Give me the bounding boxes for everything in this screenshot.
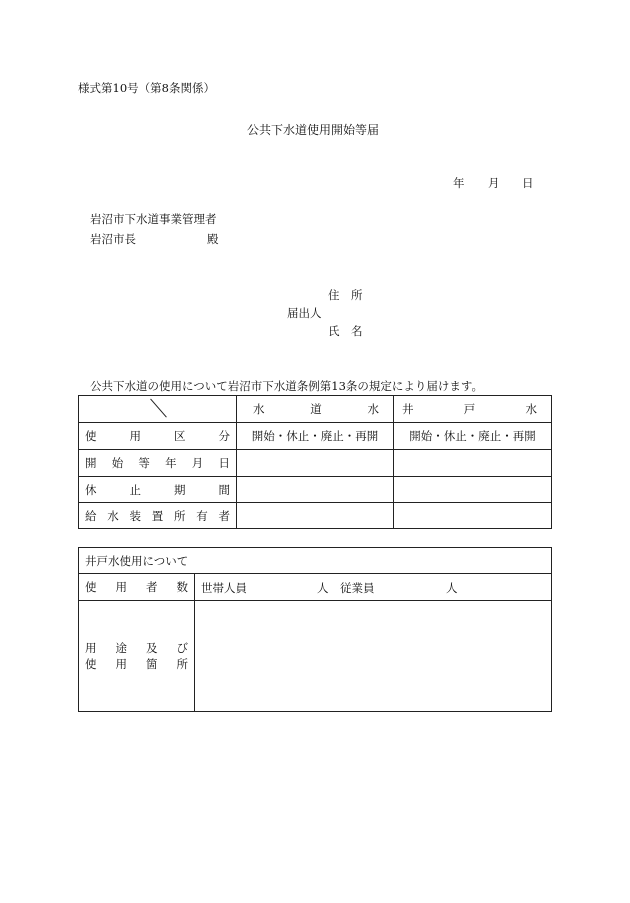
well-table-heading-row [79,548,552,574]
well-water-start-date-field[interactable] [394,450,552,477]
row-label: 開 始 等 年 月 日 [79,450,237,477]
form-title: 公共下水道使用開始等届 [247,123,380,137]
tap-water-owner-field[interactable] [237,503,394,529]
addressee-honorific: 殿 [207,232,219,246]
addressee-line1: 岩沼市下水道事業管理者 [90,212,217,226]
tap-water-suspension-field[interactable] [237,477,394,503]
main-table [78,395,552,529]
well-table-heading: 井戸水使用について [79,548,552,574]
users-count-field[interactable] [195,574,552,601]
household-unit: 人 [317,581,329,595]
main-table-header-row [79,396,552,423]
applicant-name-label: 氏 名 [328,324,363,338]
well-water-usage-options[interactable]: 開始・休止・廃止・再開 [394,423,552,450]
date-year-label: 年 [453,176,465,190]
row-label: 使 用 区 分 [79,423,237,450]
date-month-label: 月 [488,176,500,190]
purpose-field[interactable] [195,601,552,712]
household-label: 世帯人員 [201,581,247,595]
users-label: 使 用 者 数 [79,574,195,601]
row-suspension-period [79,477,552,503]
row-start-date [79,450,552,477]
applicant-role-label: 届出人 [287,306,322,320]
tap-water-usage-options[interactable]: 開始・休止・廃止・再開 [237,423,394,450]
addressee-line2: 岩沼市長 [90,232,136,246]
date-day-label: 日 [522,176,534,190]
applicant-address-label: 住 所 [328,288,363,302]
row-label: 給 水 装 置 所 有 者 [79,503,237,529]
tap-water-start-date-field[interactable] [237,450,394,477]
well-water-owner-field[interactable] [394,503,552,529]
form-number: 様式第10号（第8条関係） [78,81,215,95]
row-supply-owner [79,503,552,529]
header-tap-water: 水 道 水 [237,396,394,423]
diagonal-cell [79,396,237,423]
header-well-water: 井 戸 水 [394,396,552,423]
row-label: 休 止 期 間 [79,477,237,503]
employees-unit: 人 [446,581,458,595]
employees-label: 従業員 [340,581,375,595]
statement: 公共下水道の使用について岩沼市下水道条例第13条の規定により届けます。 [90,379,483,393]
row-usage-type [79,423,552,450]
well-table-purpose-row [79,601,552,712]
purpose-label: 用 途 及 び 使 用 箇 所 [79,601,195,712]
well-water-suspension-field[interactable] [394,477,552,503]
well-water-table [78,547,552,712]
well-table-users-row [79,574,552,601]
